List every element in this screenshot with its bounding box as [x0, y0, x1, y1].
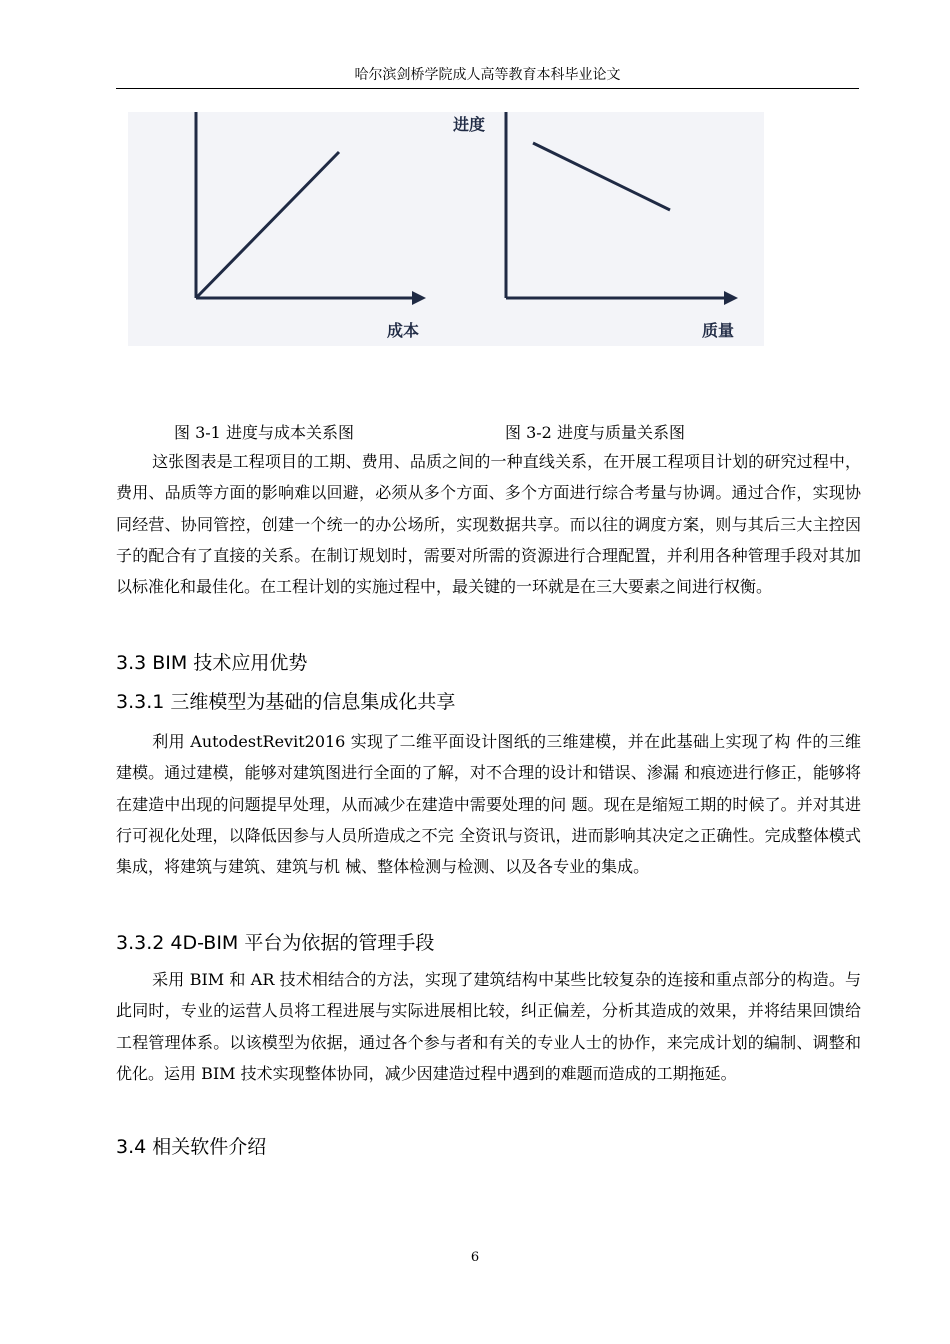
paragraph-2	[116, 726, 861, 882]
figure-caption-2: 图 3-2 进度与质量关系图	[505, 423, 685, 442]
left-trend-line	[196, 152, 339, 298]
heading-3-3: 3.3 BIM 技术应用优势	[116, 652, 308, 674]
figure-caption-1: 图 3-1 进度与成本关系图	[174, 423, 354, 442]
right-trend-line	[533, 143, 670, 210]
page-number: 6	[470, 1250, 480, 1265]
figure-graphics	[128, 112, 764, 346]
heading-3-3-2: 3.3.2 4D-BIM 平台为依据的管理手段	[116, 932, 435, 954]
right-y-axis-label: 进度	[453, 115, 486, 134]
right-x-axis-label: 质量	[702, 321, 735, 340]
left-x-arrow-icon	[412, 291, 426, 305]
header-rule	[116, 88, 859, 89]
paragraph-3	[116, 964, 861, 1089]
figure-panel	[128, 112, 764, 346]
heading-3-4: 3.4 相关软件介绍	[116, 1136, 267, 1158]
paragraph-1	[116, 446, 861, 602]
heading-3-3-1: 3.3.1 三维模型为基础的信息集成化共享	[116, 691, 456, 713]
paragraph-2-text: 利用 AutodestRevit2016 实现了二维平面设计图纸的三维建模，并在此基础上实现了构 件的三维建模。通过建模，能够对建筑图进行全面的了解，对不合理的设计和错误、渗漏 和痕迹进行修正，能够将在建造中出现的问题提早处理，从而减少在建造中需要处理的问 题。现在是缩短工期的时候了。并对其进行可视化处理，以降低因参与人员所造成之不完 全资讯与资讯，进而影响其决定之正确性。完成整体模式集成，将建筑与建筑、建筑与机 械、整体检测与检测、以及各专业的集成。	[116, 732, 861, 877]
left-x-axis-label: 成本	[387, 321, 420, 340]
right-x-arrow-icon	[724, 291, 738, 305]
page-header: 哈尔滨剑桥学院成人高等教育本科毕业论文	[354, 67, 621, 83]
paragraph-3-text: 采用 BIM 和 AR 技术相结合的方法，实现了建筑结构中某些比较复杂的连接和重点部分的构造。与此同时，专业的运营人员将工程进展与实际进展相比较，纠正偏差，分析其造成的效果，并将结果回馈给工程管理体系。以该模型为依据，通过各个参与者和有关的专业人士的协作，来完成计划的编制、调整和优化。运用 BIM 技术实现整体协同，减少因建造过程中遇到的难题而造成的工期拖延。	[116, 970, 861, 1083]
paragraph-1-text: 这张图表是工程项目的工期、费用、品质之间的一种直线关系，在开展工程项目计划的研究过程中，费用、品质等方面的影响难以回避，必须从多个方面、多个方面进行综合考量与协调。通过合作，实现协同经营、协同管控，创建一个统一的办公场所，实现数据共享。而以往的调度方案，则与其后三大主控因子的配合有了直接的关系。在制订规划时，需要对所需的资源进行合理配置，并利用各种管理手段对其加以标准化和最佳化。在工程计划的实施过程中，最关键的一环就是在三大要素之间进行权衡。	[116, 452, 861, 597]
